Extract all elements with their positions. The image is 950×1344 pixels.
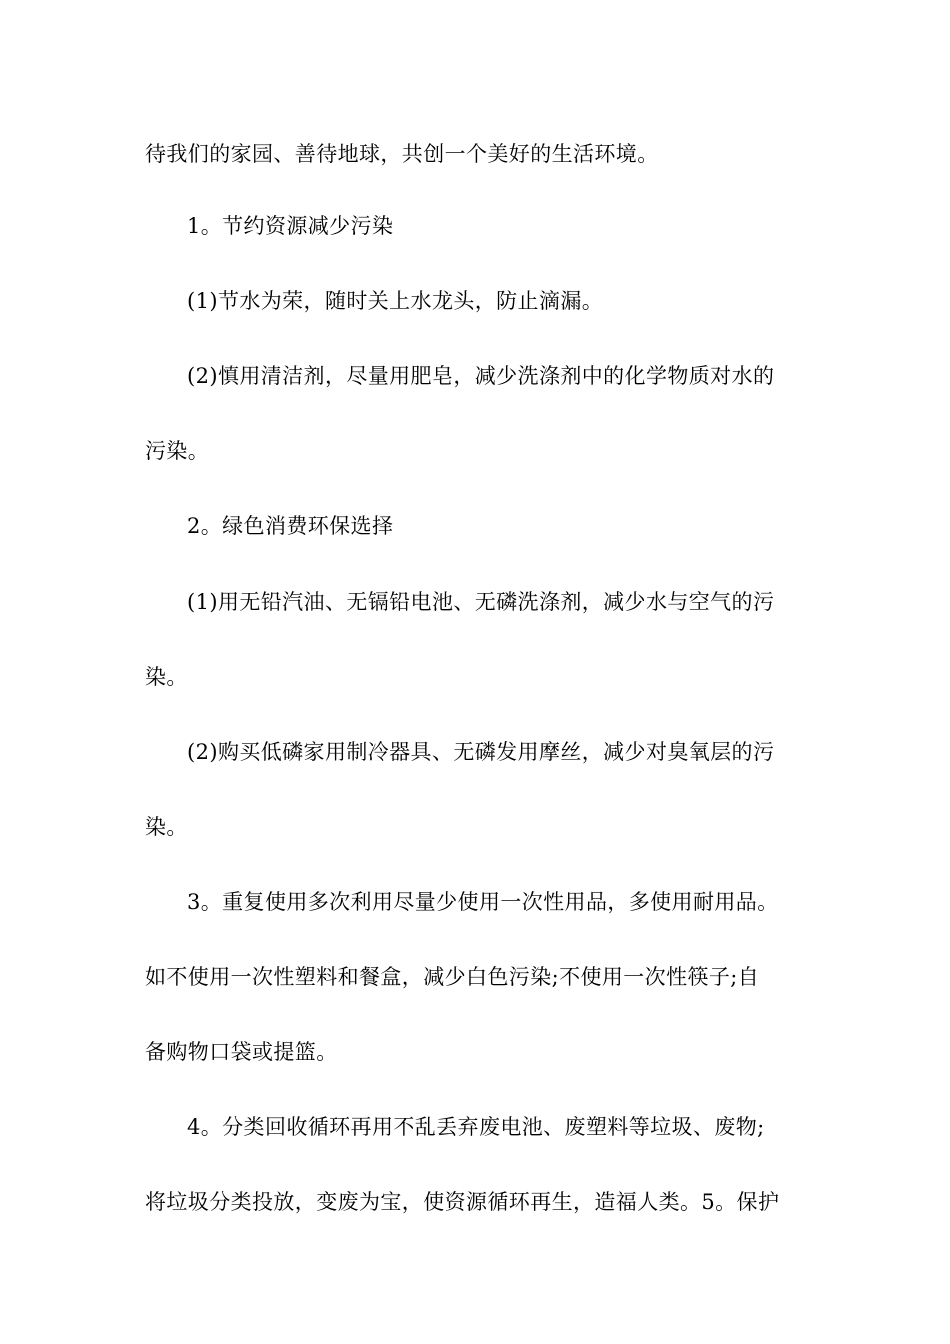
text-line-continuation: 待我们的家园、善待地球，共创一个美好的生活环境。 bbox=[145, 142, 659, 166]
paragraph-3-line-2: 如不使用一次性塑料和餐盒，减少白色污染;不使用一次性筷子;自 bbox=[145, 965, 760, 989]
list-item-1-1: (1)节水为荣，随时关上水龙头，防止滴漏。 bbox=[187, 289, 604, 313]
list-item-1-2: (2)慎用清洁剂，尽量用肥皂，减少洗涤剂中的化学物质对水的 bbox=[187, 364, 775, 388]
paragraph-4-line-2: 将垃圾分类投放，变废为宝，使资源循环再生，造福人类。5。保护 bbox=[145, 1190, 780, 1214]
section-heading-3: 3。重复使用多次利用尽量少使用一次性用品，多使用耐用品。 bbox=[187, 890, 779, 914]
section-heading-4: 4。分类回收循环再用不乱丢弃废电池、废塑料等垃圾、废物; bbox=[187, 1115, 765, 1139]
paragraph-3-line-3: 备购物口袋或提篮。 bbox=[145, 1040, 338, 1064]
section-heading-2: 2。绿色消费环保选择 bbox=[187, 514, 394, 538]
list-item-2-2: (2)购买低磷家用制冷器具、无磷发用摩丝，减少对臭氧层的污 bbox=[187, 740, 775, 764]
list-item-2-2-continuation: 染。 bbox=[145, 815, 188, 839]
section-heading-1: 1。节约资源减少污染 bbox=[187, 214, 394, 238]
list-item-2-1-continuation: 染。 bbox=[145, 665, 188, 689]
list-item-2-1: (1)用无铅汽油、无镉铅电池、无磷洗涤剂，减少水与空气的污 bbox=[187, 590, 775, 614]
list-item-1-2-continuation: 污染。 bbox=[145, 439, 210, 463]
